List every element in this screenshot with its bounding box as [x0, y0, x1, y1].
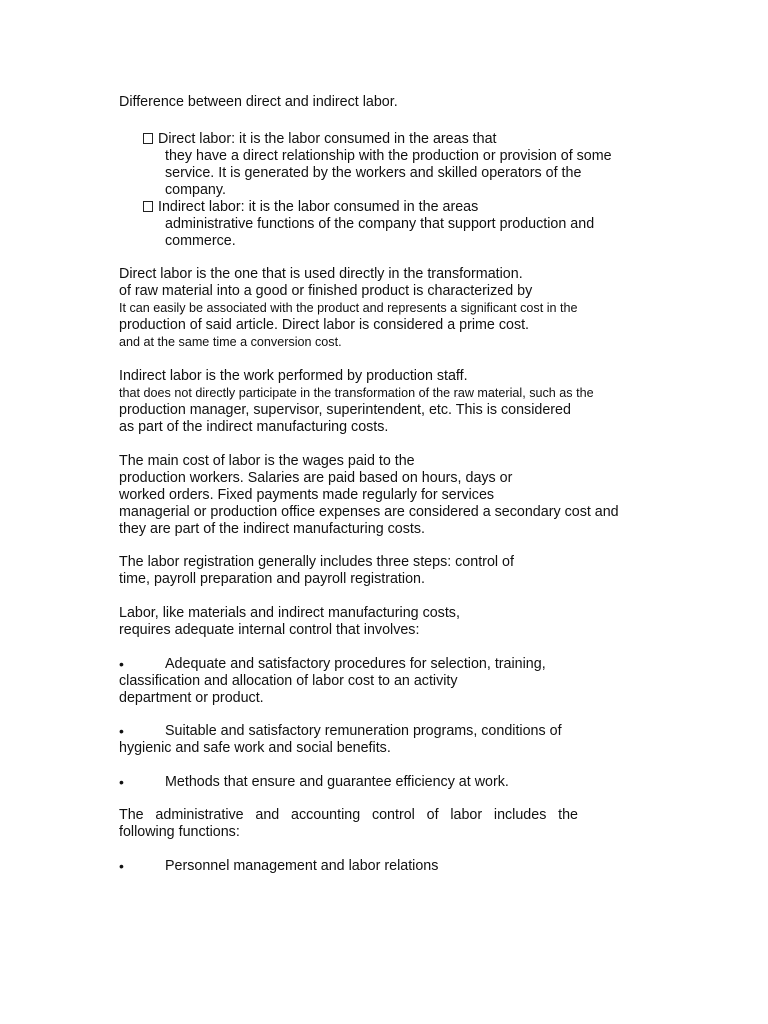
- paragraph-line: The main cost of labor is the wages paid to the: [119, 453, 415, 469]
- paragraph-line: The administrative and accounting control of labor includes the: [119, 807, 578, 823]
- paragraph-line: It can easily be associated with the product and represents a significant cost in the: [119, 301, 578, 315]
- paragraph-line: The labor registration generally includes three steps: control of: [119, 554, 514, 570]
- list-item-text: Indirect labor: it is the labor consumed in the areas: [158, 199, 479, 215]
- bullet-icon: •: [119, 858, 124, 874]
- paragraph-line: as part of the indirect manufacturing costs.: [119, 419, 389, 435]
- bullet-icon: •: [119, 656, 124, 672]
- bullet-text: Suitable and satisfactory remuneration programs, conditions of: [165, 723, 562, 739]
- paragraph-line: of raw material into a good or finished product is characterized by: [119, 283, 533, 299]
- paragraph-line: that does not directly participate in the transformation of the raw material, such as the: [119, 386, 594, 400]
- paragraph-line: Direct labor is the one that is used directly in the transformation.: [119, 266, 523, 282]
- paragraph-line: Indirect labor is the work performed by production staff.: [119, 368, 468, 384]
- paragraph-line: production manager, supervisor, superintendent, etc. This is considered: [119, 402, 571, 418]
- paragraph-line: production workers. Salaries are paid based on hours, days or: [119, 470, 513, 486]
- paragraph-line: requires adequate internal control that involves:: [119, 622, 420, 638]
- bullet-text: department or product.: [119, 690, 264, 706]
- checkbox-glyph-icon: [143, 201, 153, 212]
- paragraph-line: and at the same time a conversion cost.: [119, 335, 342, 349]
- paragraph-line: worked orders. Fixed payments made regularly for services: [119, 487, 495, 503]
- paragraph-line: following functions:: [119, 824, 240, 840]
- bullet-icon: •: [119, 774, 124, 790]
- list-item-text: they have a direct relationship with the production or provision of some: [165, 148, 612, 164]
- bullet-text: Personnel management and labor relations: [165, 858, 439, 874]
- list-item-indirect: [143, 199, 478, 216]
- paragraph-line: managerial or production office expenses are considered a secondary cost and: [119, 504, 619, 520]
- bullet-text: Adequate and satisfactory procedures for selection, training,: [165, 656, 546, 672]
- list-item-text: service. It is generated by the workers and skilled operators of the: [165, 165, 582, 181]
- list-item-text: administrative functions of the company that support production and: [165, 216, 595, 232]
- paragraph-line: Labor, like materials and indirect manufacturing costs,: [119, 605, 460, 621]
- list-item-text: company.: [165, 182, 226, 198]
- document-title: Difference between direct and indirect labor.: [119, 94, 398, 110]
- list-item-text: Direct labor: it is the labor consumed in the areas that: [158, 131, 497, 147]
- bullet-text: Methods that ensure and guarantee efficiency at work.: [165, 774, 509, 790]
- list-item-text: commerce.: [165, 233, 236, 249]
- paragraph-line: production of said article. Direct labor is considered a prime cost.: [119, 317, 530, 333]
- bullet-text: classification and allocation of labor cost to an activity: [119, 673, 458, 689]
- checkbox-glyph-icon: [143, 133, 153, 144]
- paragraph-line: they are part of the indirect manufacturing costs.: [119, 521, 425, 537]
- bullet-text: hygienic and safe work and social benefits.: [119, 740, 391, 756]
- paragraph-line: time, payroll preparation and payroll registration.: [119, 571, 425, 587]
- list-item-direct: [143, 131, 497, 148]
- bullet-icon: •: [119, 723, 124, 739]
